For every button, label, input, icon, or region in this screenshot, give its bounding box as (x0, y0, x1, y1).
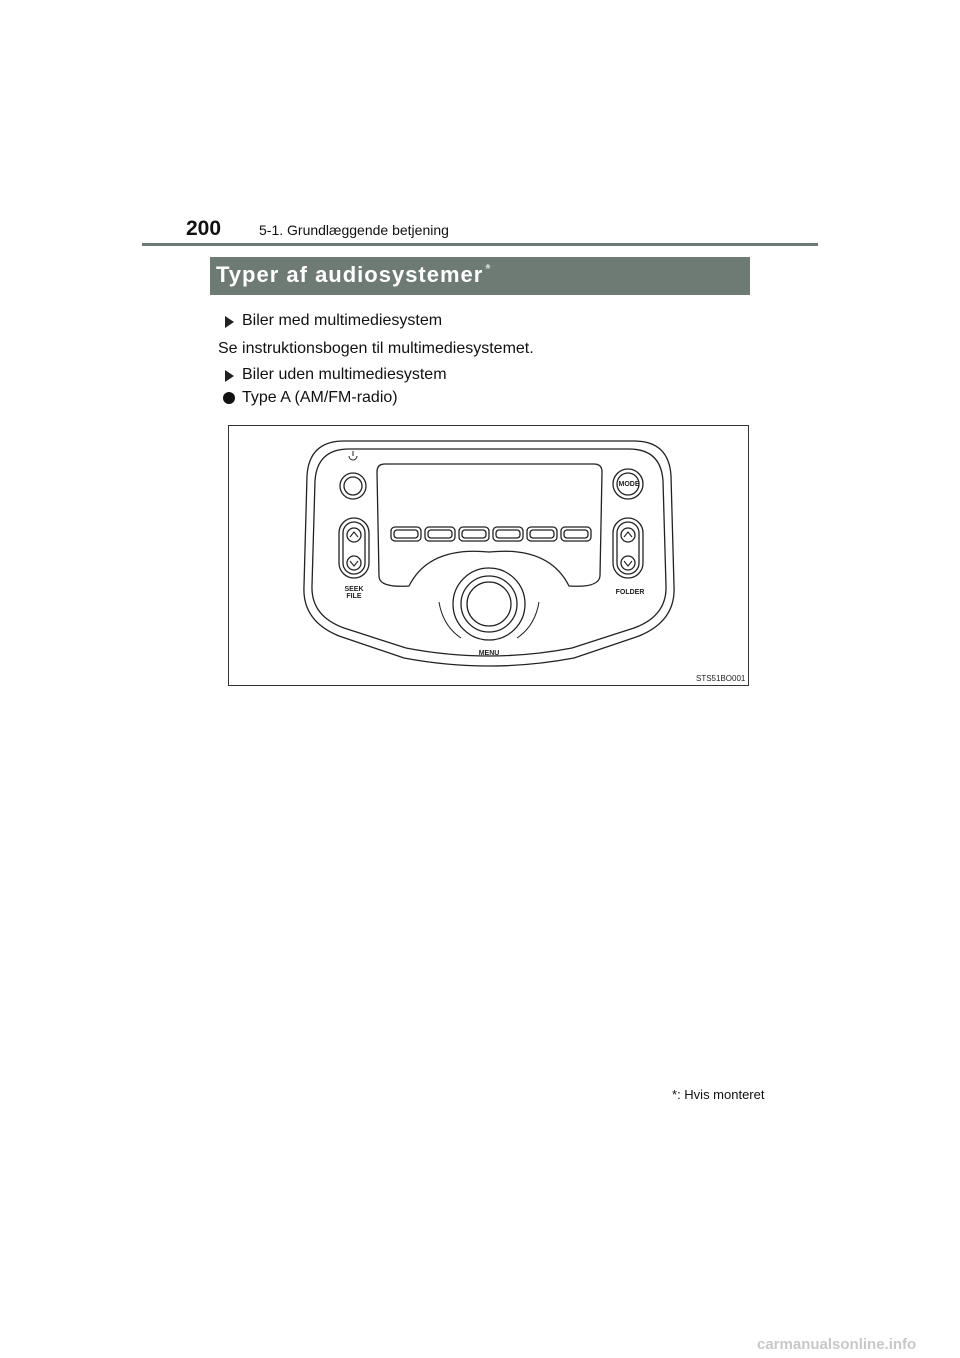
preset-button-5 (527, 527, 557, 541)
preset-button-2 (425, 527, 455, 541)
power-icon (349, 456, 357, 460)
triangle-bullet-icon (225, 370, 234, 382)
item-body-text: Se instruktionsbogen til multimediesystemet. (218, 340, 534, 357)
folder-up-button (621, 528, 635, 542)
footnote (672, 1087, 764, 1102)
watermark: carmanualsonline.info (757, 1336, 917, 1353)
item-heading-no-multimedia: Biler uden multimediesystem (242, 366, 447, 383)
page-number: 200 (186, 217, 222, 240)
audio-unit-figure (228, 425, 749, 686)
mode-label: MODE (618, 481, 640, 488)
circle-bullet-icon (223, 392, 235, 404)
seek-label: SEEK (344, 586, 364, 593)
audio-unit-drawing (229, 426, 748, 685)
item-heading-multimedia: Biler med multimediesystem (242, 312, 443, 329)
seek-down-button (347, 556, 361, 570)
seek-up-button (347, 528, 361, 542)
menu-label: MENU (478, 650, 500, 657)
folder-down-button (621, 556, 635, 570)
menu-knob-ring (453, 568, 525, 640)
chapter-title: 5-1. Grundlæggende betjening (259, 222, 449, 238)
preset-button-3 (459, 527, 489, 541)
menu-knob (461, 576, 517, 632)
preset-button-6 (561, 527, 591, 541)
figure-code: STS51BO001 (696, 674, 746, 683)
triangle-bullet-icon (225, 316, 234, 328)
folder-label: FOLDER (615, 589, 645, 596)
preset-button-4 (493, 527, 523, 541)
header-divider (142, 243, 818, 246)
footnote-text: : Hvis monteret (677, 1087, 765, 1102)
asterisk-icon: * (672, 1087, 678, 1102)
fitted-marker-icon: * (485, 261, 492, 276)
subitem-type-a: Type A (AM/FM-radio) (242, 389, 398, 406)
file-label: FILE (346, 593, 362, 600)
section-title: Typer af audiosystemer * (216, 261, 492, 287)
preset-button-1 (391, 527, 421, 541)
